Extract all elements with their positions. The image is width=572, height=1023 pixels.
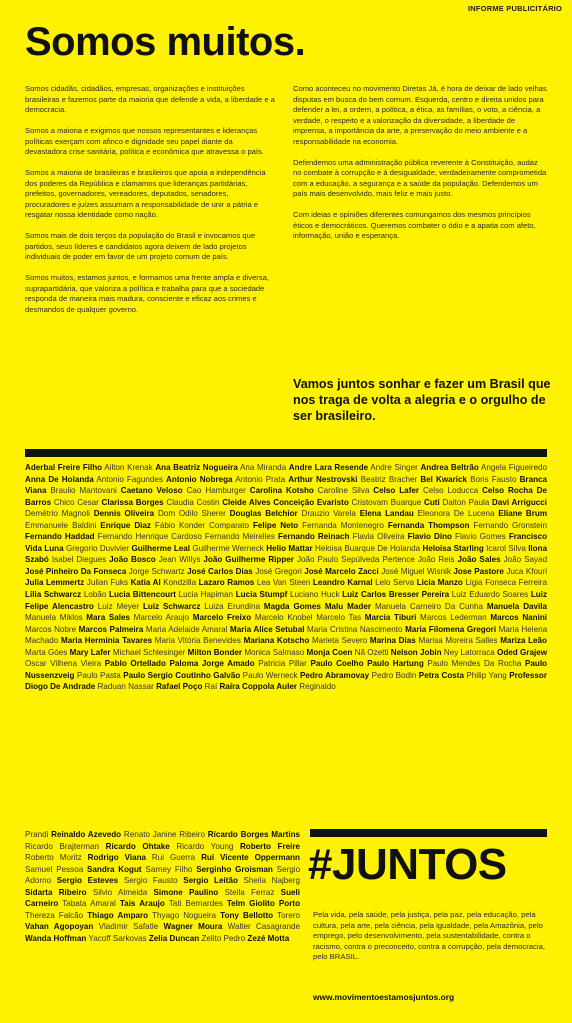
signatory-name: José Miguel Wisnik	[381, 566, 451, 576]
signatory-name: Manuela Davila	[486, 601, 547, 611]
signatory-name: Maria Vitória Benevides	[154, 636, 241, 646]
signatory-name: Huck	[321, 590, 340, 600]
signatory-name: Simone Paulino	[153, 887, 219, 897]
signatory-name: Kondzilla	[163, 578, 197, 588]
signatory-name: Claudia Costin	[166, 497, 220, 507]
signatory-name: Paula	[468, 497, 490, 507]
signatory-name: Sarney Filho	[145, 864, 193, 874]
signatory-name: Jose Pastore	[453, 566, 504, 576]
signatory-name: Chico	[53, 497, 75, 507]
signatory-name: Dom Odilo Sherer	[157, 509, 226, 519]
signatory-name: Gregorio Duvivier	[66, 543, 130, 553]
signatory-name: Carolina Kotsho	[249, 486, 314, 496]
signatory-name: Fernanda Thompson	[387, 520, 470, 530]
signatory-name: Anna De Holanda	[25, 474, 94, 484]
signatory-name: Marcos Lederman	[420, 613, 487, 623]
signatory-name: Stella Ferraz	[224, 887, 275, 897]
signatory-name: Sergio Leitão	[183, 876, 238, 886]
signatory-name: Jorge Schwartz	[128, 566, 185, 576]
signatory-name: Dennis Oliveira	[93, 509, 155, 519]
signatory-name: Marisa Moreira Salles	[418, 636, 498, 646]
signatory-name: Marcelo Freixo	[192, 613, 252, 623]
signatory-name: Caetano Veloso	[120, 486, 183, 496]
signatory-name: Philip Yang	[466, 670, 507, 680]
signatory-name: Milton Bonder	[187, 647, 243, 657]
signatory-name: Maria Herminia Tavares	[60, 636, 153, 646]
signatory-name: Nã Ozetti	[354, 647, 389, 657]
signatory-name: Oded Grajew	[497, 647, 547, 657]
signatory-name: Thiago Amparo	[87, 910, 149, 920]
signatory-name: Prandi	[25, 830, 49, 839]
signatory-name: Flavia Oliveira	[352, 532, 405, 542]
signatory-name: Ilona Szabó	[25, 543, 547, 565]
signatory-name: Boris Fausto	[470, 474, 517, 484]
signatory-name: Monja Coen	[306, 647, 353, 657]
manifesto-paragraph: Defendemos uma administração pública reverente à Constituição, audaz no combate à corrupção e à desigualdade, verdadeiramente comprometida com a educação, a segurança e a saúde da população. Defendemos um país mais desenvolvido, mais feliz e mais justo.	[293, 157, 547, 198]
signatory-name: Marcelo Tas	[316, 613, 362, 623]
signatory-name: Wagner Moura	[163, 922, 223, 932]
signatory-name: Davi Arrigucci	[492, 497, 547, 507]
signatory-name: Raíra Coppola Auler	[219, 682, 298, 692]
signatory-name: Fernando Meirelles	[204, 532, 275, 542]
signatory-name: Mariana Kotscho	[243, 636, 310, 646]
signatory-name: Cleide Alves	[222, 497, 271, 507]
signatory-name: José Marcelo Zacci	[304, 566, 379, 576]
signatory-name: Ricardo Borges Martins	[207, 830, 300, 839]
signatory-name: Wanda Hoffman	[25, 933, 87, 943]
signatory-name: Ailton Krenak	[104, 463, 153, 472]
signatory-name: Julia	[25, 578, 44, 588]
signatory-name: Torero	[277, 910, 300, 920]
manifesto-paragraph: Como aconteceu no movimento Diretas Já, é hora de deixar de lado velhas disputas em busca do bem comum. Esquerda, centro e direita unidos para defender a lei, a ordem, a política, a ética, as famílias, o voto, a ciência, a verdade, o respeito e a valorização da diversidade, a liberdade de imprensa, a importância da arte, a preservação do meio ambiente e a responsabilidade na economia.	[293, 84, 547, 146]
signatory-name: Caroline Silva	[317, 486, 370, 496]
signatory-name: Ney Latorraca	[443, 647, 495, 657]
signatory-name: Serginho	[196, 864, 232, 874]
manifesto-paragraph: Somos a maioria e exigimos que nossos representantes e lideranças políticas exerçam com afinco e dignidade seu papel diante da devastadora crise sanitária, política e econômica que atravessa o país.	[25, 126, 264, 156]
manifesto-paragraph: Com ideias e opiniões diferentes comungamos dos mesmos princípios éticos e democráticos. Queremos combater o ódio e a apatia com afeto, informação, união e esperança.	[293, 210, 536, 240]
signatory-name: Cao Hamburger	[186, 486, 246, 496]
signatory-name: Ricardo Brajterman	[25, 841, 100, 851]
signatory-name: Reinaldo Azevedo	[51, 830, 122, 839]
signatory-name: Patricia Pillar	[258, 659, 307, 669]
advertorial-tag: INFORME PUBLICITÁRIO	[468, 4, 562, 13]
signatory-name: Fernanda Montenegro	[302, 520, 384, 530]
signatory-name: Guilherme Leal	[131, 543, 191, 553]
signatory-name: Marcos Nanini	[490, 613, 547, 623]
signatory-name: Paulo Coelho	[310, 659, 364, 669]
signatory-name: Marcelo Araujo	[133, 613, 190, 623]
signatories-list	[25, 462, 547, 827]
manifesto-left-column	[25, 84, 275, 326]
signatory-name: Zelia Duncan	[148, 933, 200, 943]
signatory-name: Licia	[416, 578, 436, 588]
signatory-name: Cuti	[424, 497, 440, 507]
signatory-name: Thyago Nogueira	[152, 910, 217, 920]
signatory-name: Fernando Gronstein	[473, 520, 547, 530]
signatory-name: Emmanuele Baldini	[25, 520, 97, 530]
website-link[interactable]: www.movimentoestamosjuntos.org	[313, 992, 455, 1002]
signatory-name: Marta Góes	[25, 647, 68, 657]
signatory-name: Marcos Palmeira	[78, 624, 144, 634]
signatory-name: Sergio Fausto	[123, 876, 178, 886]
signatory-name: Drauzio Varela	[301, 509, 356, 519]
signatory-name: Fábio Konder Comparato	[154, 520, 250, 530]
signatory-name: Jean Willys	[158, 555, 201, 565]
signatory-name: Ana Beatriz Nogueira	[155, 463, 238, 472]
signatory-name: Marina Dias	[369, 636, 416, 646]
signatory-name: Tony Bellotto	[220, 910, 274, 920]
slogan: Vamos juntos sonhar e fazer um Brasil que nos traga de volta a alegria e o orgulho de ser brasileiro.	[293, 377, 551, 423]
signatory-name: Luciano	[290, 590, 319, 600]
signatory-name: Ligia Fonseca Ferreira	[465, 578, 547, 588]
signatory-name: Dalton	[442, 497, 466, 507]
signatory-name: Maria Filomena Gregori	[405, 624, 497, 634]
signatory-name: Ricardo Young	[176, 841, 234, 851]
signatory-name: José Pinheiro Da Fonseca	[25, 566, 127, 576]
signatory-name: Rui Vicente Oppermann	[201, 853, 300, 863]
signatory-name: Mara Sales	[86, 613, 130, 623]
signatory-name: Angela Figueiredo	[480, 463, 547, 472]
signatory-name: Rui Guerra	[151, 853, 196, 863]
signatory-name: Icarol Silva	[486, 543, 526, 553]
signatory-name: Aderbal Freire Filho	[25, 463, 103, 472]
signatory-name: Celso Lafer	[373, 486, 420, 496]
signatory-name: Douglas Belchior	[229, 509, 298, 519]
signatory-name: Tais Araujo	[119, 899, 165, 909]
signatory-name: Telm Giolito	[226, 899, 275, 909]
signatory-name: Sergio Adorno	[25, 864, 300, 886]
signatory-name: Vladimir Safatle	[98, 922, 159, 932]
signatory-name: Fernando Reinach	[278, 532, 350, 542]
signatory-name: Porto	[278, 899, 300, 909]
signatory-name: Luiz Schwarcz	[142, 601, 201, 611]
signatory-name: Pedro Bodin	[371, 670, 417, 680]
signatory-name: Nelson Jobin	[390, 647, 442, 657]
signatory-name: Luiz Eduardo Soares	[451, 590, 529, 600]
signatory-name: Andre Singer	[370, 463, 418, 472]
signatory-name: Andrea Beltrão	[420, 463, 479, 472]
signatory-name: Bel Kwarick	[420, 474, 468, 484]
signatory-name: Pablo Ortellado	[104, 659, 166, 669]
signatory-name: Pedro Abramovay	[300, 670, 370, 680]
signatory-name: Guilherme Werneck	[192, 543, 264, 553]
signatory-name: Reginaldo	[299, 682, 336, 692]
signatory-name: Demétrio Magnoli	[25, 509, 90, 519]
signatory-name: Sueli Carneiro	[25, 887, 300, 909]
signatory-name: Sheila Najberg	[243, 876, 300, 886]
signatory-name: Branca Viana	[25, 474, 547, 496]
signatory-name: Cristovam Buarque	[351, 497, 422, 507]
signatory-name: João Guilherme Ripper	[203, 555, 294, 565]
signatory-name: Isabel Diegues	[51, 555, 107, 565]
signatory-name: Eliane Brum	[498, 509, 547, 519]
signatory-name: Luiza Erundina	[204, 601, 260, 611]
signatory-name: Fernando Haddad	[25, 532, 95, 542]
signatory-name: Mary Lafer	[69, 647, 111, 657]
signatory-name: Petra Costa	[418, 670, 464, 680]
signatory-name: Yacoff Sarkovas	[88, 933, 147, 943]
signatory-name: Heloisa Buarque De Holanda	[315, 543, 421, 553]
signatory-name: Lea Van Steen	[256, 578, 311, 588]
signatory-name: Katia Al	[130, 578, 161, 588]
signatory-name: Raduan	[97, 682, 126, 692]
signatory-name: Zelito Pedro	[201, 933, 246, 943]
signatory-name: Maria Cristina	[307, 624, 358, 634]
manifesto-paragraph: Somos a maioria de brasileiras e brasileiros que apoia a independência dos poderes da República e clamamos que lideranças partidárias, prefeitos, governadores, vereadores, deputados, senadores, procuradores e juízes assumam a responsabilidade de unir a pátria e resgatar nossa identidade como nação.	[25, 168, 266, 219]
signatory-name: Celso Loducca	[422, 486, 479, 496]
signatory-name: Juca Kfouri	[506, 566, 547, 576]
signatory-name: Luiz Meyer	[97, 601, 140, 611]
signatory-name: Groisman	[235, 864, 273, 874]
signatory-name: Vida Luna	[25, 543, 64, 553]
divider	[310, 829, 547, 837]
signatory-name: Rodrigo Viana	[87, 853, 147, 863]
signatory-name: Ricardo	[105, 841, 136, 851]
signatory-name: Tati Bernardes	[168, 899, 223, 909]
signatory-name: Manzo	[437, 578, 463, 588]
signatory-name: Heloisa Starling	[422, 543, 484, 553]
signatory-name: Luiz Carlos Bresser Pereira	[342, 590, 450, 600]
signatory-name: Paulo Pasta	[76, 670, 121, 680]
signatory-name: Felipe Neto	[252, 520, 299, 530]
signatory-name: Rafael Poço	[156, 682, 203, 692]
signatory-name: Cesar	[77, 497, 99, 507]
signatory-name: Lilia Schwarcz	[25, 590, 82, 600]
signatory-name: Ana Miranda	[239, 463, 287, 472]
signatory-name: João Reis	[417, 555, 455, 565]
signatory-name: Malu Mader	[324, 601, 372, 611]
signatory-name: Sergio Esteves	[56, 876, 119, 886]
signatory-name: Paulo Werneck	[242, 670, 298, 680]
signatory-name: Sidarta Ribeiro	[25, 887, 87, 897]
signatory-name: Marcelo Knobel	[254, 613, 313, 623]
divider	[25, 449, 547, 457]
signatory-name: Zezé Motta	[247, 933, 290, 943]
signatory-name: Sandra Kogut	[87, 864, 142, 874]
headline: Somos muitos.	[25, 20, 306, 64]
signatory-name: Roberto Freire	[239, 841, 300, 851]
signatory-name: Magda Gomes	[263, 601, 321, 611]
signatory-name: José Carlos Dias	[187, 566, 253, 576]
pledge-text: Pela vida, pela saúde, pela justiça, pela paz, pela educação, pela cultura, pela arte, pela ciência, pela igualdade, pela Amazônia, pelo emprego, pelo desenvolvimento, pela sustentabilidade, contra o racismo, contra o preconceito, contra a corrupção, pela democracia, pelo BRASIL.	[313, 910, 546, 962]
signatory-name: Tabata Amaral	[62, 899, 116, 909]
signatory-name: Flavio Dino	[407, 532, 452, 542]
signatory-name: Almeida	[118, 887, 148, 897]
signatory-name: Luiz Felipe Alencastro	[25, 590, 547, 611]
signatory-name: Paulo Sergio Coutinho Galvão	[123, 670, 241, 680]
signatory-name: Lucia Hapiman	[178, 590, 234, 600]
signatories-list-continued	[25, 829, 300, 1014]
signatory-name: Lazaro Ramos	[198, 578, 255, 588]
signatory-name: João Sayad	[503, 555, 547, 565]
signatory-name: Conceição Evaristo	[273, 497, 349, 507]
signatory-name: Nascimento	[359, 624, 403, 634]
signatory-name: Paulo Nussenzveig	[25, 659, 547, 680]
signatory-name: Thereza Falcão	[25, 910, 84, 920]
signatory-name: Ohtake	[142, 841, 170, 851]
signatory-name: Raí	[204, 682, 218, 692]
signatory-name: Silvio	[92, 887, 113, 897]
signatory-name: Marcia Tiburi	[364, 613, 417, 623]
signatory-name: Michael Schlesinger	[112, 647, 186, 657]
signatory-name: Professor Diogo De Andrade	[25, 670, 547, 692]
signatory-name: Roberto Moritz	[25, 853, 82, 863]
signatory-name: Arthur Nestrovski	[288, 474, 358, 484]
signatory-name: Maria Adelaide Amaral	[145, 624, 228, 634]
signatory-name: Lobão	[83, 590, 107, 600]
signatory-name: Monica Salmaso	[244, 647, 305, 657]
signatory-name: Samuel Pessoa	[25, 864, 84, 874]
signatory-name: Paloma Jorge Amado	[169, 659, 255, 669]
signatory-name: Antonio Prata	[235, 474, 286, 484]
signatory-name: Renato Janine Ribeiro	[123, 830, 205, 839]
signatory-name: Oscar Vilhena Vieira	[25, 659, 102, 669]
signatory-name: Lucia Bittencourt	[109, 590, 176, 600]
signatory-name: Braulio Mantovani	[50, 486, 117, 496]
signatory-name: Paulo Hartung	[367, 659, 424, 669]
signatory-name: Elena Landau	[359, 509, 414, 519]
signatory-name: Clarissa Borges	[101, 497, 164, 507]
signatory-name: Beatriz Bracher	[360, 474, 418, 484]
signatory-name: João Paulo Sepúlveda Pertence	[296, 555, 415, 565]
signatory-name: Flavio Gomes	[455, 532, 506, 542]
signatory-name: Marieta Severo	[311, 636, 368, 646]
signatory-name: Manuela Miklos	[25, 613, 83, 623]
manifesto-paragraph: Somos mais de dois terços da população do Brasil e invocamos que partidos, seus líderes e candidatos agora deixem de lado projetos individuais de poder em favor de um projeto comum de país.	[25, 231, 256, 261]
signatory-name: Antonio Fagundes	[96, 474, 163, 484]
signatory-name: Eleonora De Lucena	[417, 509, 495, 519]
signatory-name: João Bosco	[109, 555, 156, 565]
signatory-name: Antonio Nobrega	[166, 474, 233, 484]
signatory-name: Maria Alice Setubal	[229, 624, 305, 634]
signatory-name: Fernando	[97, 532, 133, 542]
signatory-name: Helio Mattar	[266, 543, 313, 553]
signatory-name: José Gregori	[255, 566, 302, 576]
signatory-name: Mariza Leão	[500, 636, 547, 646]
signatory-name: Enrique Diaz	[100, 520, 151, 530]
signatory-name: Maria Helena Machado	[25, 624, 547, 646]
signatory-name: Marcos Nobre	[25, 624, 77, 634]
signatory-name: Andre Lara Resende	[288, 463, 369, 472]
signatory-name: Lelo Serva	[375, 578, 415, 588]
signatory-name: Henrique Cardoso	[135, 532, 202, 542]
signatory-name: Manuela Carneiro Da Cunha	[374, 601, 483, 611]
manifesto-paragraph: Somos muitos, estamos juntos, e formamos uma frente ampla e diversa, suprapartidária, que valoriza a política e trabalha para que a sociedade responda de maneira mais madura, consciente e eficaz aos crimes e desmandos de qualquer governo.	[25, 273, 269, 314]
signatory-name: Paulo Mendes Da Rocha	[427, 659, 522, 669]
signatory-name: João Sales	[457, 555, 501, 565]
signatory-name: Walter Casagrande	[227, 922, 300, 932]
signatory-name: Lucia Stumpf	[235, 590, 288, 600]
manifesto-right-column	[293, 84, 548, 252]
signatory-name: Julian Fuks	[86, 578, 129, 588]
signatory-name: Lemmertz	[46, 578, 85, 588]
signatory-name: Leandro Karnal	[312, 578, 373, 588]
hashtag: #JUNTOS	[308, 840, 507, 889]
signatory-name: Vahan Agopoyan	[25, 922, 94, 932]
signatory-name: Celso Rocha De Barros	[25, 486, 547, 507]
manifesto-paragraph: Somos cidadãs, cidadãos, empresas, organizações e instituições brasileiras e fazemos parte da maioria que defende a vida, a liberdade e a democracia.	[25, 84, 275, 114]
signatory-name: Nassar	[128, 682, 154, 692]
signatory-name: Francisco	[508, 532, 547, 542]
